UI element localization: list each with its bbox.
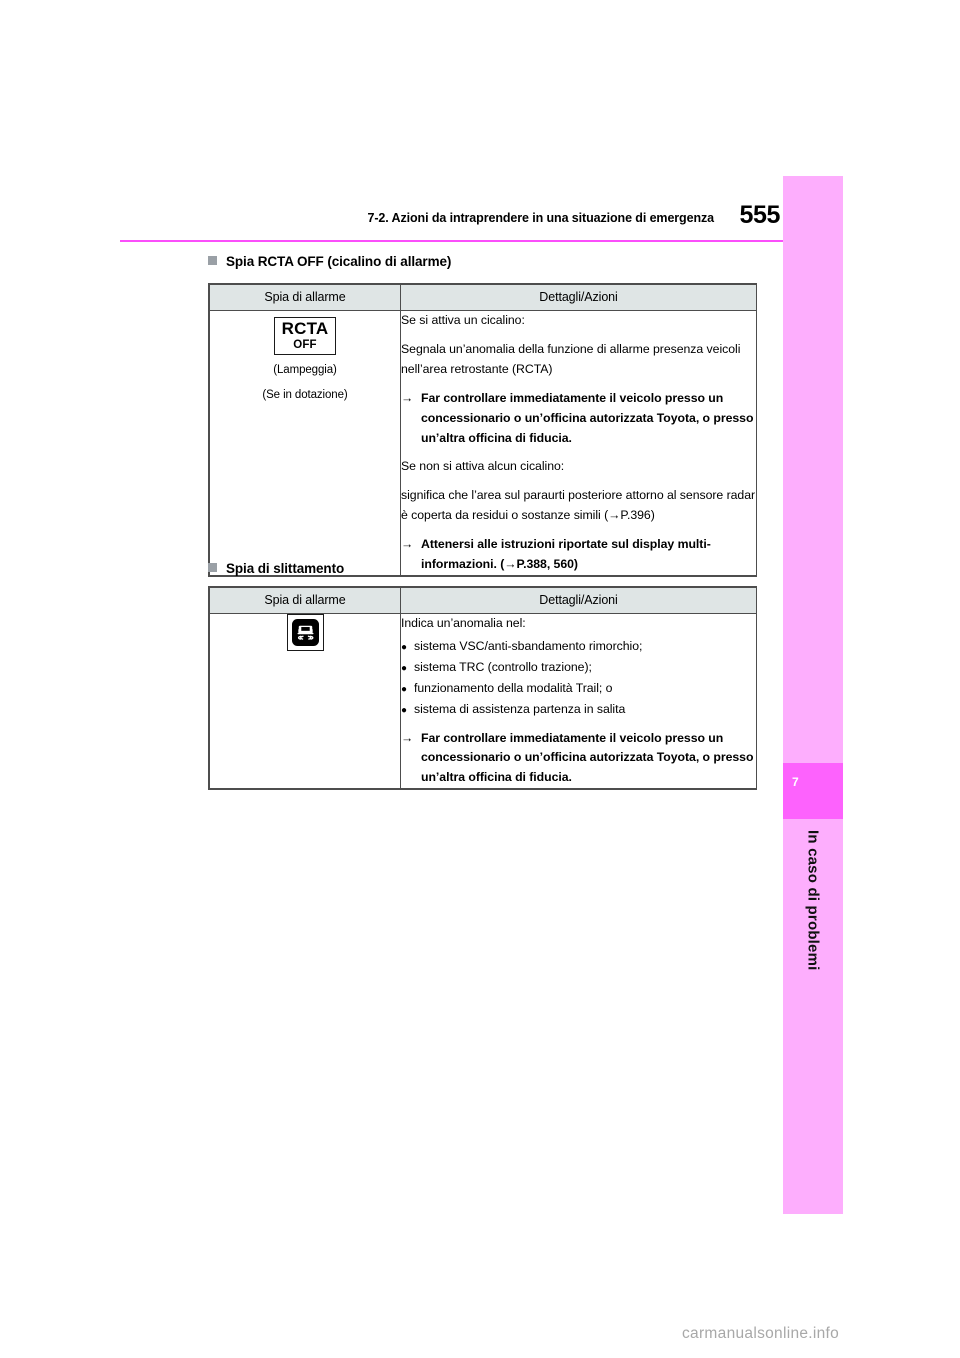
warning-light-cell: [210, 614, 401, 789]
site-watermark: carmanualsonline.info: [682, 1325, 840, 1342]
arrow-icon: →: [401, 730, 414, 745]
square-bullet-icon: [208, 563, 217, 572]
action-paragraph: [401, 389, 756, 449]
action-text: Far controllare immediatamente il veicolo presso un concessionario o un’officina autorizzata Toyota, o presso un’altra officina di fiducia.: [421, 730, 754, 785]
column-header-warning-light: Spia di allarme: [210, 588, 401, 614]
detail-paragraph: Se non si attiva alcun cicalino:: [401, 459, 565, 474]
slip-indicator-glyph: [292, 619, 319, 646]
warning-light-cell: [210, 311, 401, 576]
fault-system-list: [401, 637, 756, 720]
page-header-rule: [120, 240, 783, 242]
rcta-off-telltale-icon: [262, 311, 347, 415]
table-row: [210, 614, 757, 789]
detail-paragraph: Se si attiva un cicalino:: [401, 313, 525, 327]
list-item: [401, 700, 756, 720]
list-item: [401, 637, 756, 657]
chapter-tab-label: [783, 830, 843, 1050]
chapter-tab-number: 7: [792, 775, 799, 789]
column-header-details-actions: Dettagli/Azioni: [401, 588, 757, 614]
list-item: [401, 679, 756, 699]
table-header-row: [210, 285, 757, 311]
warning-light-table-slip-indicator: [208, 586, 757, 790]
section-heading-text: Spia di slittamento: [226, 561, 345, 576]
arrow-icon: →: [401, 537, 414, 552]
details-actions-cell: [401, 614, 757, 789]
rcta-off-icon-box: [274, 317, 337, 355]
action-paragraph: [401, 729, 756, 789]
list-item-label: sistema VSC/anti-sbandamento rimorchio;: [414, 638, 643, 653]
list-item: [401, 658, 756, 678]
detail-paragraph: Segnala un’anomalia della funzione di allarme presenza veicoli nell’area retrostante (RCTA): [401, 341, 741, 376]
detail-paragraph: Indica un’anomalia nel:: [401, 616, 526, 630]
square-bullet-icon: [208, 256, 217, 265]
chapter-tab-strip: [783, 176, 843, 1214]
round-bullet-icon: ●: [401, 641, 407, 653]
page-header: [120, 201, 780, 236]
chapter-tab-label-text: In caso di problemi: [804, 830, 822, 971]
round-bullet-icon: ●: [401, 704, 407, 716]
chapter-tab-badge: [783, 763, 843, 819]
table-header-row: [210, 588, 757, 614]
warning-light-table-rcta-off: [208, 283, 757, 577]
section-heading-rcta-off: [208, 254, 451, 269]
section-heading-slip-indicator: [208, 561, 344, 576]
column-header-details-actions: Dettagli/Azioni: [401, 285, 757, 311]
table-row: [210, 311, 757, 576]
column-header-warning-light: Spia di allarme: [210, 285, 401, 311]
action-text: Far controllare immediatamente il veicolo presso un concessionario o un’officina autorizzata Toyota, o presso un’altra officina di fiducia.: [421, 390, 754, 445]
list-item-label: sistema di assistenza partenza in salita: [414, 701, 626, 716]
action-text: Attenersi alle istruzioni riportate sul display multi-informazioni. (→P.388, 560): [421, 537, 711, 572]
slip-indicator-icon: [287, 614, 324, 651]
rcta-flash-note: (Lampeggia): [273, 363, 337, 376]
rcta-off-label: OFF: [293, 338, 317, 351]
detail-paragraph: significa che l’area sul paraurti posteriore attorno al sensore radar è coperta da residui o sostanze simili (→P.396): [401, 488, 756, 523]
rcta-label: RCTA: [281, 319, 329, 338]
rcta-equipment-note: (Se in dotazione): [262, 388, 348, 401]
page-number: 555: [739, 201, 780, 229]
details-actions-cell: [401, 311, 757, 576]
page-header-chapter-title: 7-2. Azioni da intraprendere in una situazione di emergenza: [367, 211, 714, 225]
round-bullet-icon: ●: [401, 662, 407, 674]
section-heading-text: Spia RCTA OFF (cicalino di allarme): [226, 254, 452, 269]
round-bullet-icon: ●: [401, 683, 407, 695]
list-item-label: sistema TRC (controllo trazione);: [414, 659, 592, 674]
list-item-label: funzionamento della modalità Trail; o: [414, 680, 613, 695]
action-paragraph: [401, 535, 756, 575]
arrow-icon: →: [401, 390, 414, 405]
